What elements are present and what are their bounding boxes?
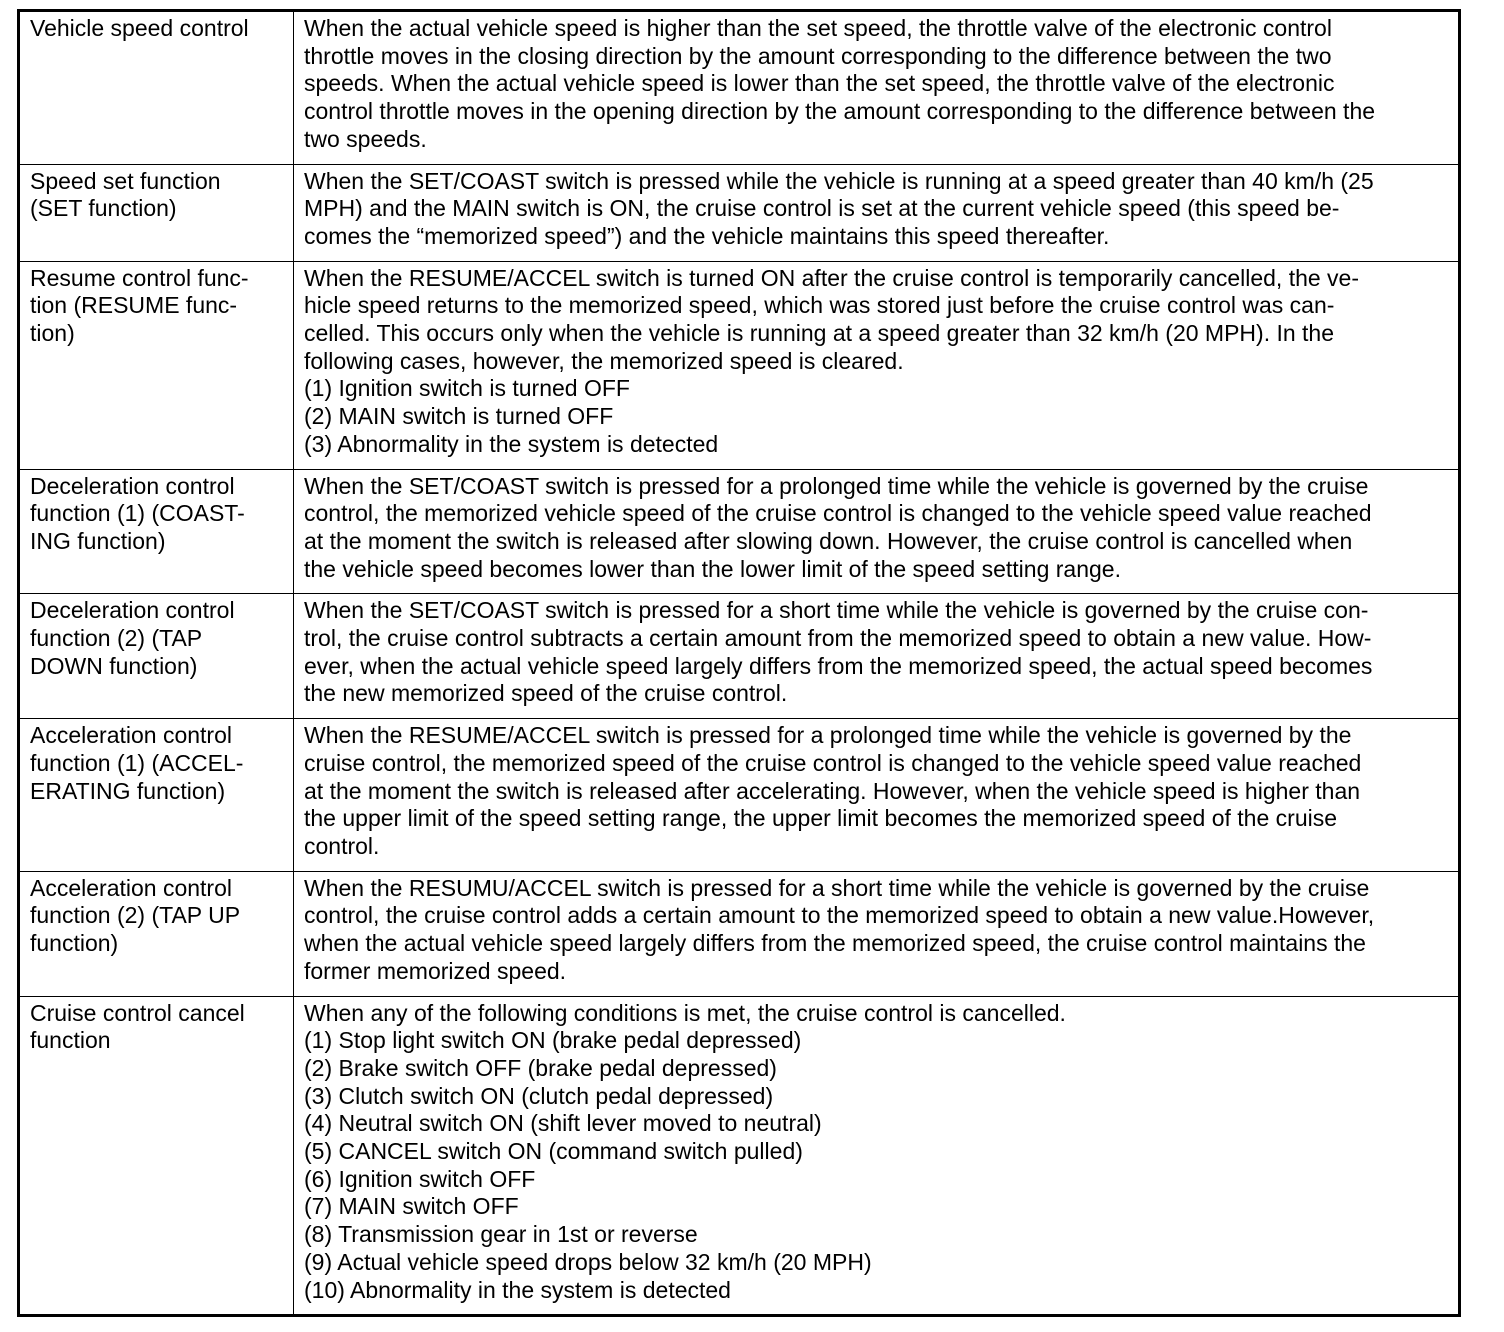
description-line: (2) MAIN switch is turned OFF: [304, 403, 614, 430]
function-description-cell: [294, 469, 1460, 594]
description-line: control.: [304, 832, 380, 859]
function-name-line: ERATING function): [30, 777, 226, 804]
description-line: hicle speed returns to the memorized speed, which was stored just before the cruise control was can-: [304, 292, 1335, 319]
function-name-line: function (2) (TAP UP: [30, 902, 241, 929]
function-name-cell: [19, 996, 294, 1316]
description-line: MPH) and the MAIN switch is ON, the cruise control is set at the current vehicle speed (this speed be-: [304, 195, 1340, 222]
table-row: [19, 871, 1460, 996]
description-line: at the moment the switch is released after accelerating. However, when the vehicle speed is higher than: [304, 777, 1361, 804]
function-name-line: Acceleration control: [30, 874, 232, 901]
function-name-line: Deceleration control: [30, 472, 235, 499]
function-description-cell: [294, 594, 1460, 719]
description-line: cruise control, the memorized speed of the cruise control is changed to the vehicle speed value reached: [304, 749, 1362, 776]
description-line: comes the “memorized speed”) and the vehicle maintains this speed thereafter.: [304, 222, 1110, 249]
function-name-line: ING function): [30, 527, 166, 554]
function-name-cell: [19, 261, 294, 469]
table-row: [19, 164, 1460, 261]
description-line: control, the cruise control adds a certain amount to the memorized speed to obtain a new value.However,: [304, 902, 1375, 929]
function-name-line: (SET function): [30, 195, 177, 222]
description-line: When the RESUMU/ACCEL switch is pressed for a short time while the vehicle is governed by the cruise: [304, 874, 1370, 901]
description-line: when the actual vehicle speed largely differs from the memorized speed, the cruise control maintains the: [304, 930, 1366, 957]
function-name-line: DOWN function): [30, 652, 198, 679]
function-name-cell: [19, 11, 294, 165]
table-row: [19, 261, 1460, 469]
function-description-cell: [294, 719, 1460, 872]
description-line: (6) Ignition switch OFF: [304, 1165, 536, 1192]
description-line: (8) Transmission gear in 1st or reverse: [304, 1221, 698, 1248]
description-line: former memorized speed.: [304, 957, 567, 984]
description-line: speeds. When the actual vehicle speed is lower than the set speed, the throttle valve of the electronic: [304, 70, 1335, 97]
function-name-cell: [19, 719, 294, 872]
description-line: ever, when the actual vehicle speed largely differs from the memorized speed, the actual speed becomes: [304, 652, 1373, 679]
description-line: (9) Actual vehicle speed drops below 32 km/h (20 MPH): [304, 1248, 872, 1275]
description-line: When the RESUME/ACCEL switch is pressed for a prolonged time while the vehicle is governed by the: [304, 722, 1352, 749]
description-line: (2) Brake switch OFF (brake pedal depressed): [304, 1054, 777, 1081]
function-name-line: Cruise control cancel: [30, 999, 245, 1026]
description-line: When the RESUME/ACCEL switch is turned ON after the cruise control is temporarily cancelled, the ve-: [304, 264, 1360, 291]
function-description-cell: [294, 164, 1460, 261]
description-line: When the SET/COAST switch is pressed for a short time while the vehicle is governed by the cruise con-: [304, 597, 1369, 624]
function-name-line: Deceleration control: [30, 597, 235, 624]
description-line: (3) Clutch switch ON (clutch pedal depressed): [304, 1082, 774, 1109]
cruise-control-function-table: [17, 9, 1461, 1317]
function-name-cell: [19, 164, 294, 261]
description-line: (1) Ignition switch is turned OFF: [304, 375, 630, 402]
description-line: the new memorized speed of the cruise control.: [304, 680, 788, 707]
table-row: [19, 594, 1460, 719]
description-line: the upper limit of the speed setting range, the upper limit becomes the memorized speed of the cruise: [304, 805, 1338, 832]
function-description-cell: [294, 871, 1460, 996]
function-name-line: Speed set function: [30, 167, 221, 194]
description-line: (10) Abnormality in the system is detected: [304, 1276, 731, 1303]
function-name-line: tion (RESUME func-: [30, 292, 238, 319]
table-row: [19, 469, 1460, 594]
function-name-line: Vehicle speed control: [30, 15, 249, 41]
function-name-line: tion): [30, 320, 75, 347]
table-row: [19, 719, 1460, 872]
description-line: following cases, however, the memorized speed is cleared.: [304, 347, 904, 374]
function-name-line: Acceleration control: [30, 722, 232, 749]
function-name-line: function (1) (ACCEL-: [30, 749, 244, 776]
description-line: control, the memorized vehicle speed of the cruise control is changed to the vehicle speed value reached: [304, 500, 1372, 527]
table-row: [19, 11, 1460, 165]
description-line: two speeds.: [304, 125, 427, 152]
function-description-cell: [294, 261, 1460, 469]
description-line: at the moment the switch is released after slowing down. However, the cruise control is cancelled when: [304, 527, 1353, 554]
description-line: celled. This occurs only when the vehicle is running at a speed greater than 32 km/h (20 MPH). In the: [304, 320, 1335, 347]
function-name-line: function (2) (TAP: [30, 625, 203, 652]
description-line: When any of the following conditions is met, the cruise control is cancelled.: [304, 999, 1066, 1026]
description-line: (7) MAIN switch OFF: [304, 1193, 519, 1220]
description-line: control throttle moves in the opening direction by the amount corresponding to the difference between the: [304, 98, 1376, 125]
description-line: When the SET/COAST switch is pressed for a prolonged time while the vehicle is governed by the cruise: [304, 472, 1369, 499]
function-name-cell: [19, 469, 294, 594]
description-line: (3) Abnormality in the system is detected: [304, 430, 719, 457]
function-name-line: function): [30, 930, 119, 957]
description-line: (1) Stop light switch ON (brake pedal depressed): [304, 1027, 802, 1054]
description-line: (5) CANCEL switch ON (command switch pulled): [304, 1138, 803, 1165]
function-description-cell: [294, 996, 1460, 1316]
function-description-cell: [294, 11, 1460, 165]
function-name-line: function (1) (COAST-: [30, 500, 245, 527]
description-line: the vehicle speed becomes lower than the lower limit of the speed setting range.: [304, 555, 1121, 582]
function-name-cell: [19, 871, 294, 996]
description-line: trol, the cruise control subtracts a certain amount from the memorized speed to obtain a new value. How-: [304, 625, 1372, 652]
function-name-line: function: [30, 1027, 111, 1054]
table-row: [19, 996, 1460, 1316]
description-line: (4) Neutral switch ON (shift lever moved to neutral): [304, 1110, 822, 1137]
description-line: When the actual vehicle speed is higher than the set speed, the throttle valve of the electronic control: [304, 15, 1332, 41]
description-line: throttle moves in the closing direction by the amount corresponding to the difference between the two: [304, 42, 1332, 69]
description-line: When the SET/COAST switch is pressed while the vehicle is running at a speed greater than 40 km/h (25: [304, 167, 1374, 194]
function-name-line: Resume control func-: [30, 264, 249, 291]
function-name-cell: [19, 594, 294, 719]
